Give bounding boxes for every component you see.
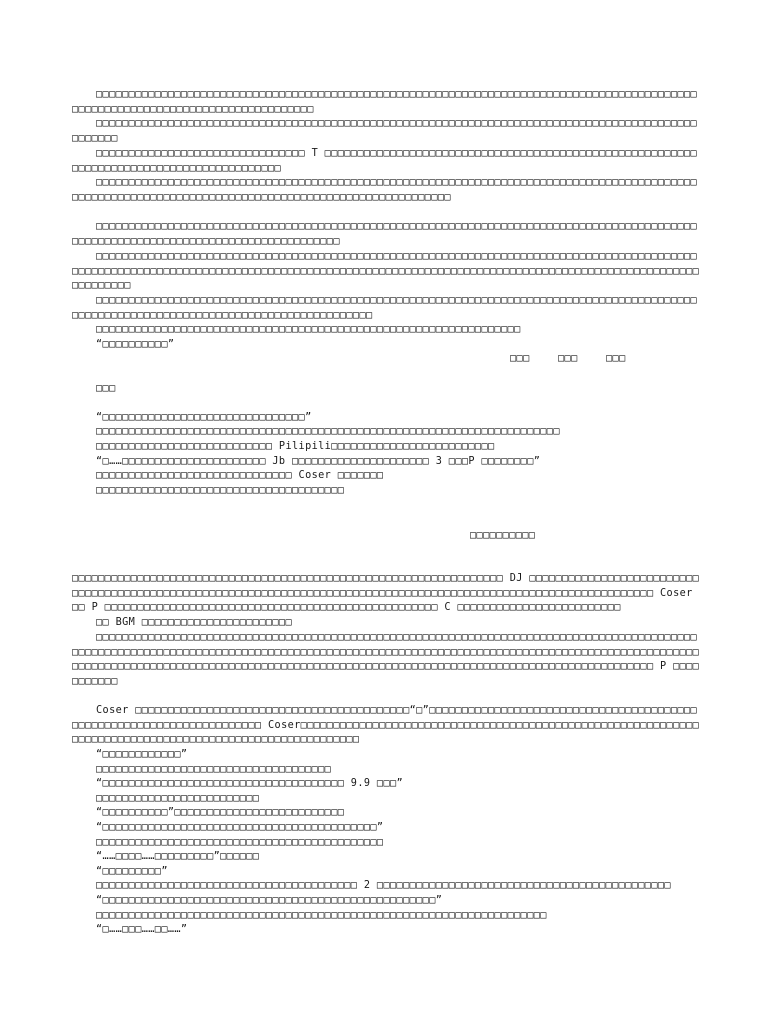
text-line: □□□□□□□□□□□□□□□□□□□□□□□□□□□□□□□□□□□□□□□□□□□□□□□□□□□□□□□□□□□□□□□□□□□□□□□	[96, 426, 560, 437]
text-line: □□□□□□□□□□□□□□□□□□□□□□□□□□□□□□ Coser □□□□□□□	[96, 470, 384, 481]
paragraph-8: □□□□□□□□□□□□□□□□□□□□□□□□□□□□□□□□□□□□□□□□□□□□□□□□□□□□□□□□□□□□□□□□□	[96, 324, 521, 335]
dialogue-line: □□□□□□□□□□□□□□□□□□□□□□□□□□□□□□□□□□□□	[96, 764, 332, 775]
paragraph-2: □□□□□□□□□□□□□□□□□□□□□□□□□□□□□□□□□□□□□□□□□□□□□□□□□□□□□□□□□□□□□□□□□□□□□□□□□□□□□□□□□□□□□□□□□□□□□□□□□□□	[72, 118, 698, 144]
dialogue-line: “□□□□□□□□□□□□□□□□□□□□□□□□□□□□□□□□□□□□□□□□□□□□□□□□□□□”	[96, 895, 443, 906]
dialogue-line: “□□□□□□□□□□□□□□□□□□□□□□□□□□□□□□□□□□□□□ 9.9 □□□”	[96, 778, 404, 789]
section-heading: □□□□□□□□□□	[470, 530, 536, 541]
short-line: □□□	[96, 383, 116, 394]
paragraph-3: □□□□□□□□□□□□□□□□□□□□□□□□□□□□□□□□ T □□□□□□□□□□□□□□□□□□□□□□□□□□□□□□□□□□□□□□□□□□□□□□□□□□□□□□□□□□□□□□□□□□□□□□□□□□□□□□□□□□□□□□□□□	[72, 148, 698, 174]
dialogue-line: “……□□□□……□□□□□□□□□”□□□□□□	[96, 851, 260, 862]
paragraph-10: □□□□□□□□□□□□□□□□□□□□□□□□□□□□□□□□□□□□□□□□□□□□□□□□□□□□□□□□□□□□□□□□□□□□□□□□□□□□□□□□□□□□□□□□□□□□□□□□□□□□□□□□□□□□□□□□□□□□□□□□□□□□□□□□□□□□□□□□□□□□□□□□□□□□□□□□□□□□□□□□□□□□□□□□□□□□□□□□□□□□□□□□□□□□□□□□□□□□□□□□□□□□□□□□□□□□□□□□□□□□□□□□□□□□□□□□□□□□□□□□□□□□□□□□□□□□□□□□□□□□□□□□□□□□□□□□□□□□□ P □□□□□□□□□□□	[72, 632, 700, 687]
paragraph-6: □□□□□□□□□□□□□□□□□□□□□□□□□□□□□□□□□□□□□□□□□□□□□□□□□□□□□□□□□□□□□□□□□□□□□□□□□□□□□□□□□□□□□□□□□□□□□□□□□□□□□□□□□□□□□□□□□□□□□□□□□□□□□□□□□□□□□□□□□□□□□□□□□□□□□□□□□□□□□□□□□□□□□□□□□□□□□□□□□□□□□□□□□□□□□□□□□□□□□	[72, 251, 700, 292]
paragraph-4: □□□□□□□□□□□□□□□□□□□□□□□□□□□□□□□□□□□□□□□□□□□□□□□□□□□□□□□□□□□□□□□□□□□□□□□□□□□□□□□□□□□□□□□□□□□□□□□□□□□□□□□□□□□□□□□□□□□□□□□□□□□□□□□□□□□□□□□□□□□□□□□□□□□□□□	[72, 177, 698, 203]
dialogue-line: “□□□□□□□□□□□□□□□□□□□□□□□□□□□□□□□□□□□□□□□□□□”	[96, 822, 384, 833]
dialogue-line: “□□□□□□□□□□”□□□□□□□□□□□□□□□□□□□□□□□□□□	[96, 807, 345, 818]
text-line: □□□□□□□□□□□□□□□□□□□□□□□□□□□ Pilipili□□□□□□□□□□□□□□□□□□□□□□□□□	[96, 441, 495, 452]
paragraph-1: □□□□□□□□□□□□□□□□□□□□□□□□□□□□□□□□□□□□□□□□□□□□□□□□□□□□□□□□□□□□□□□□□□□□□□□□□□□□□□□□□□□□□□□□□□□□□□□□□□□□□□□□□□□□□□□□□□□□□□□□□□□□□□□□□	[72, 89, 698, 115]
paragraph-5: □□□□□□□□□□□□□□□□□□□□□□□□□□□□□□□□□□□□□□□□□□□□□□□□□□□□□□□□□□□□□□□□□□□□□□□□□□□□□□□□□□□□□□□□□□□□□□□□□□□□□□□□□□□□□□□□□□□□□□□□□□□□□□□□□□□□□	[72, 221, 698, 247]
paragraph-11: Coser □□□□□□□□□□□□□□□□□□□□□□□□□□□□□□□□□□□□□□□□□□“□”□□□□□□□□□□□□□□□□□□□□□□□□□□□□□□□□□□□□□□□□□□□□□□□□□□□□□□□□□□□□□□□□□□□□□□ Coser□□□□□□□□□□□□□□□□□□□□□□□□□□□□□□□□□□□□□□□□□□□□□□□□□□□□□□□□□□□□□□□□□□□□□□□□□□□□□□□□□□□□□□□□□□□□□□□□□□□□□□□□□	[72, 705, 700, 746]
dialogue-line: □□□□□□□□□□□□□□□□□□□□□□□□□□□□□□□□□□□□□□□□□□□□	[96, 837, 384, 848]
section-mark: □□□	[606, 353, 626, 364]
text-line: □□□□□□□□□□□□□□□□□□□□□□□□□□□□□□□□□□□□□□	[96, 485, 345, 496]
dialogue-line: □□□□□□□□□□□□□□□□□□□□□□□□□	[96, 793, 260, 804]
section-mark: □□□	[510, 353, 530, 364]
text-line: □□ BGM □□□□□□□□□□□□□□□□□□□□□□□	[96, 617, 293, 628]
paragraph-9: □□□□□□□□□□□□□□□□□□□□□□□□□□□□□□□□□□□□□□□□□□□□□□□□□□□□□□□□□□□□□□□□□□ DJ □□□□□□□□□□□□□□□□□□□□□□□□□□□□□□□□□□□□□□□□□□□□□□□□□□□□□□□□□□□□□□□□□□□□□□□□□□□□□□□□□□□□□□□□□□□□□□□□□□□□□□□□□□□□□□□□□□□ Coser □□ P □□□□□□□□□□□□□□□□□□□□□□□□□□□□□□□□□□□□□□□□□□□□□□□□□□□ C □□□□□□□□□□□□□□□□□□□□□□□□□	[72, 573, 700, 614]
dialogue-line: “□……□□□……□□……”	[96, 924, 188, 935]
dialogue-line: “□□□□□□□□□”	[96, 866, 168, 877]
dialogue-line: □□□□□□□□□□□□□□□□□□□□□□□□□□□□□□□□□□□□□□□□□□□□□□□□□□□□□□□□□□□□□□□□□□□□□	[96, 910, 547, 921]
paragraph-7: □□□□□□□□□□□□□□□□□□□□□□□□□□□□□□□□□□□□□□□□□□□□□□□□□□□□□□□□□□□□□□□□□□□□□□□□□□□□□□□□□□□□□□□□□□□□□□□□□□□□□□□□□□□□□□□□□□□□□□□□□□□□□□□□□□□□□□□□□□	[72, 295, 698, 321]
section-mark: □□□	[558, 353, 578, 364]
quote-line: “□□□□□□□□□□□□□□□□□□□□□□□□□□□□□□□”	[96, 412, 312, 423]
quote-line: “□□□□□□□□□□”	[96, 339, 175, 350]
dialogue-line: □□□□□□□□□□□□□□□□□□□□□□□□□□□□□□□□□□□□□□□□ 2 □□□□□□□□□□□□□□□□□□□□□□□□□□□□□□□□□□□□□□□□□□□□□	[96, 880, 671, 891]
dialogue-line: “□□□□□□□□□□□□”	[96, 749, 188, 760]
quote-line: “□……□□□□□□□□□□□□□□□□□□□□□□ Jb □□□□□□□□□□□□□□□□□□□□□ 3 □□□P □□□□□□□□”	[96, 456, 541, 467]
